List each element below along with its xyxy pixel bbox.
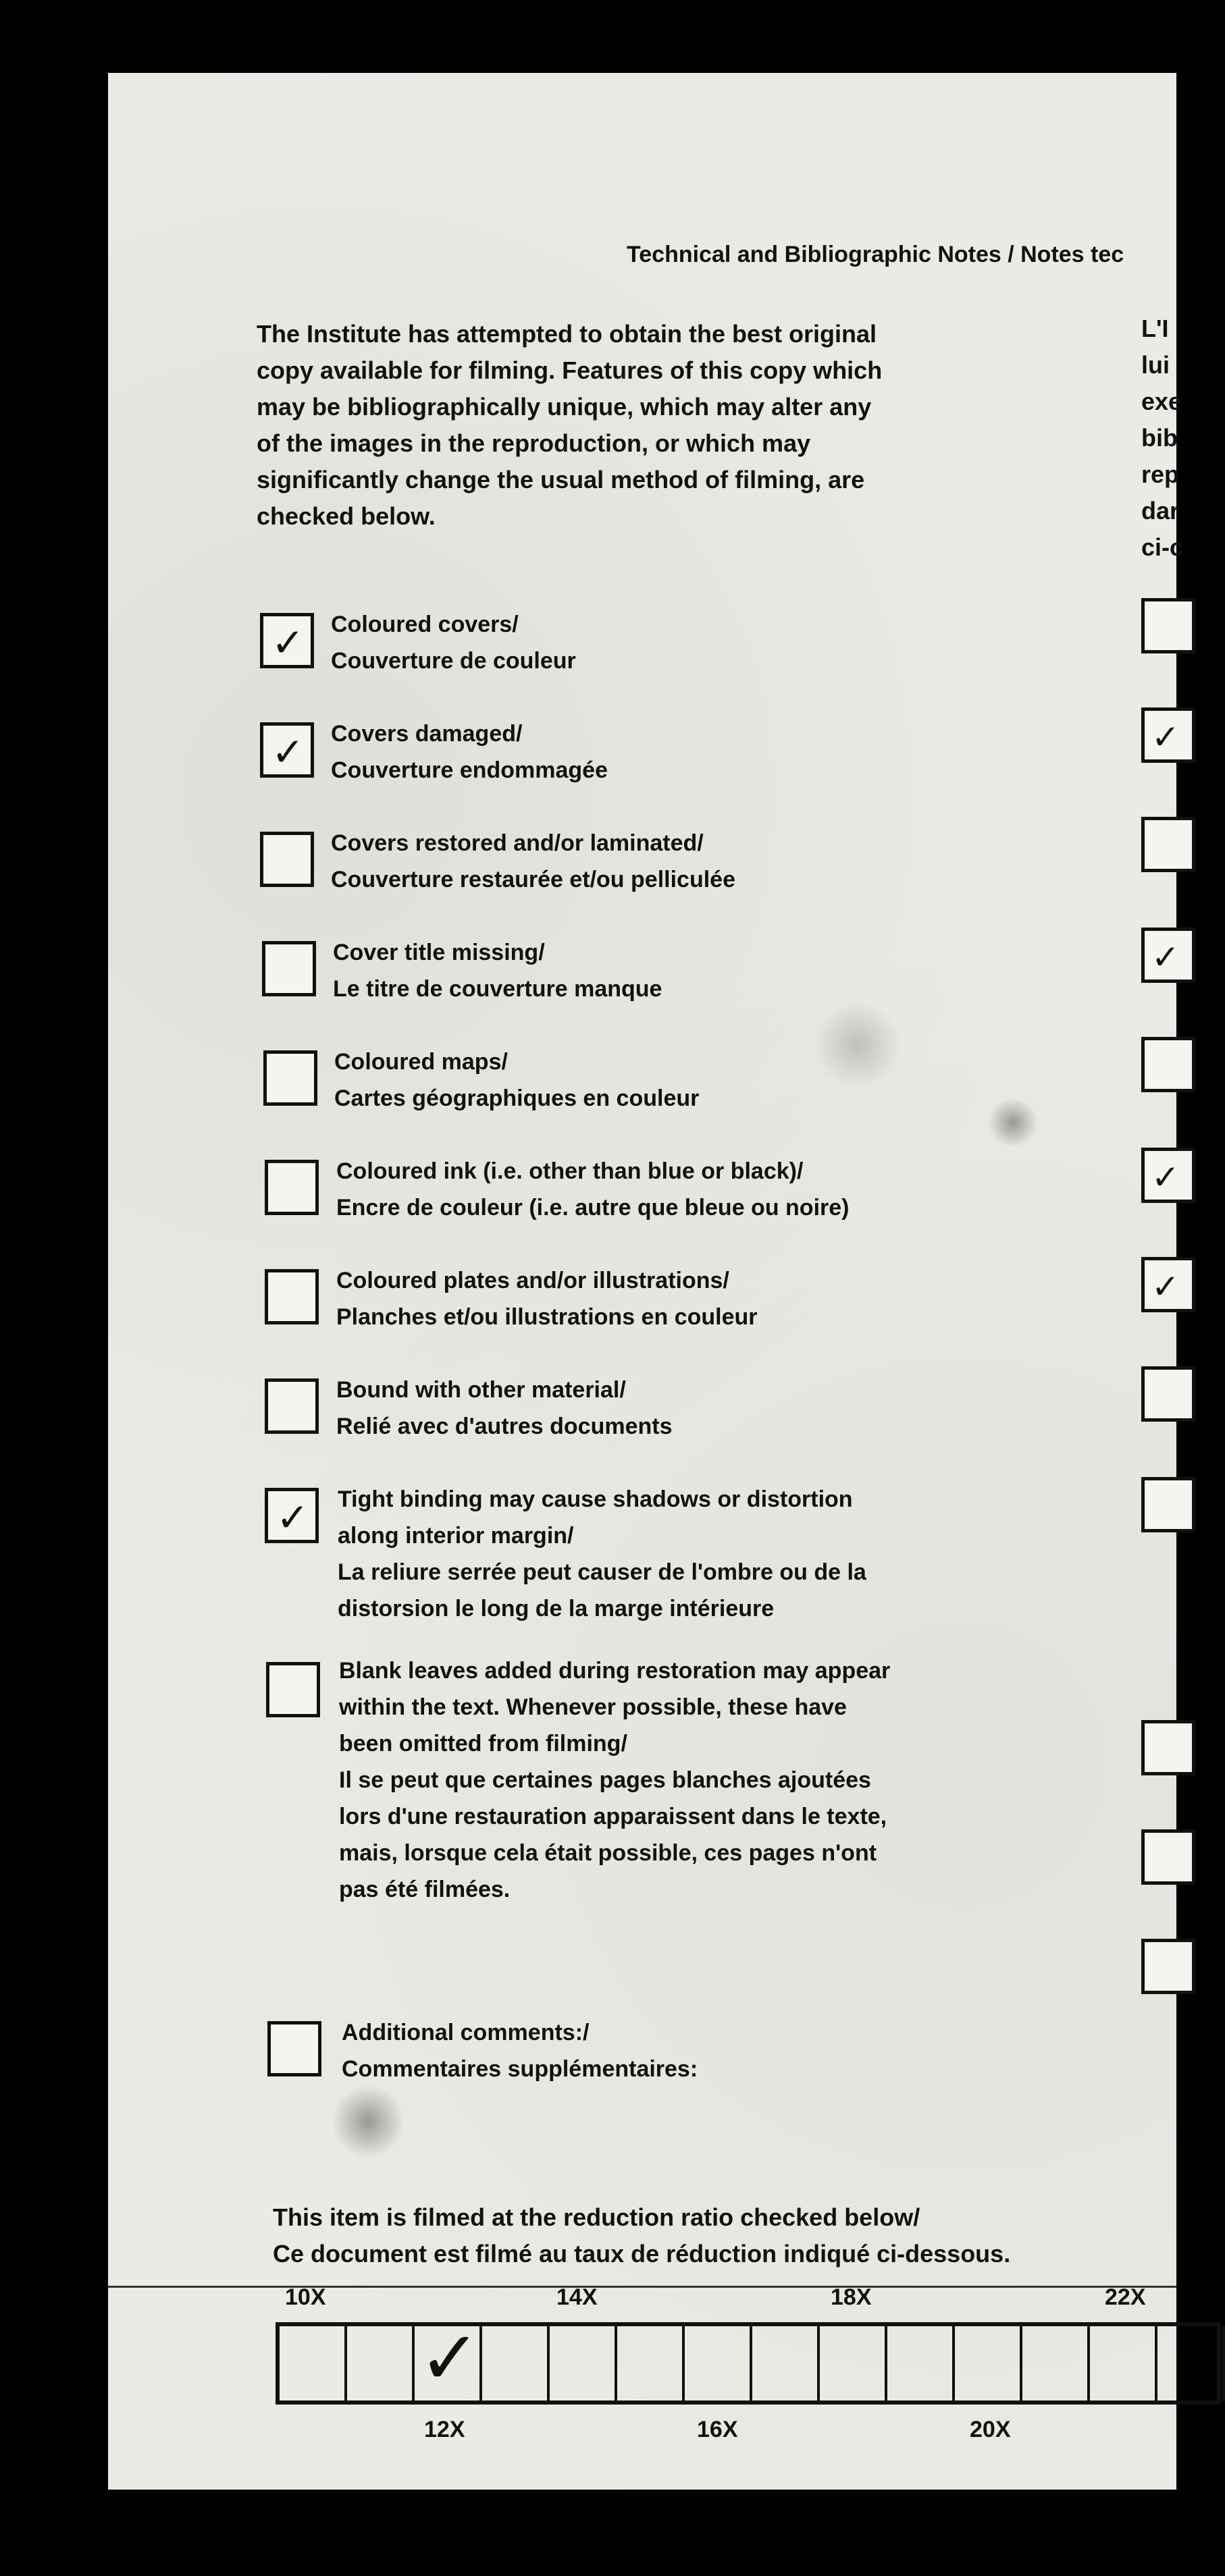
checkbox-bound-with-other[interactable] (265, 1378, 319, 1434)
item-line: distorsion le long de la marge intérieure (338, 1596, 775, 1621)
item-line: La reliure serrée peut causer de l'ombre ou de la (338, 1559, 866, 1585)
checkmark-icon: ✓ (1151, 718, 1180, 757)
checkmark-icon: ✓ (271, 620, 305, 666)
ratio-cell[interactable] (550, 2326, 617, 2400)
checkbox-coloured-plates[interactable] (265, 1269, 319, 1324)
checkbox-covers-damaged[interactable] (260, 722, 314, 778)
item-line: Il se peut que certaines pages blanches ajoutées (339, 1767, 871, 1793)
right-text-line: L'I (1141, 315, 1169, 342)
intro-line: The Institute has attempted to obtain the best original (257, 320, 877, 348)
checkbox-additional-comments[interactable] (267, 2021, 321, 2076)
right-checkbox[interactable] (1141, 1720, 1195, 1775)
item-line: Covers restored and/or laminated/ (331, 830, 704, 856)
item-line: Blank leaves added during restoration may appear (339, 1658, 891, 1684)
item-line: Coloured ink (i.e. other than blue or black)/ (336, 1158, 804, 1184)
film-smudge (331, 2085, 405, 2159)
item-line: Coloured plates and/or illustrations/ (336, 1268, 729, 1293)
item-line: Couverture endommagée (331, 757, 608, 783)
ratio-cell[interactable] (1157, 2326, 1225, 2400)
item-line: Encre de couleur (i.e. autre que bleue ou noire) (336, 1195, 850, 1220)
intro-paragraph (257, 316, 882, 535)
item-line: Commentaires supplémentaires: (342, 2056, 698, 2082)
ratio-cell[interactable] (1090, 2326, 1157, 2400)
reduction-rule (108, 2286, 1176, 2288)
right-text-line: lui (1141, 351, 1170, 379)
right-checkbox[interactable] (1141, 1037, 1195, 1092)
item-line: Relié avec d'autres documents (336, 1414, 673, 1439)
right-checkbox[interactable] (1141, 817, 1195, 872)
item-line: mais, lorsque cela était possible, ces pages n'ont (339, 1840, 877, 1866)
checkmark-icon: ✓ (419, 2315, 481, 2401)
right-text-line: exe (1141, 387, 1182, 415)
item-line: within the text. Whenever possible, these have (339, 1694, 847, 1720)
checkmark-icon: ✓ (271, 729, 305, 775)
item-label-coloured-covers (331, 606, 576, 679)
ratio-cell[interactable] (280, 2326, 347, 2400)
item-label-additional-comments (342, 2014, 698, 2087)
item-label-covers-damaged (331, 716, 608, 788)
checkmark-icon: ✓ (1151, 938, 1180, 977)
item-label-cover-title-missing (333, 934, 662, 1007)
ratio-label-18x: 18X (831, 2284, 872, 2310)
intro-line: of the images in the reproduction, or which may (257, 429, 811, 457)
checkmark-icon: ✓ (1151, 1267, 1180, 1306)
ratio-cell[interactable] (887, 2326, 955, 2400)
item-line: Le titre de couverture manque (333, 976, 662, 1002)
ratio-cell[interactable] (820, 2326, 887, 2400)
checkbox-covers-restored[interactable] (260, 832, 314, 887)
film-smudge (986, 1099, 1040, 1146)
ratio-cell[interactable] (482, 2326, 550, 2400)
item-line: Additional comments:/ (342, 2020, 590, 2045)
ratio-cell[interactable] (617, 2326, 685, 2400)
right-text-line: rep (1141, 460, 1180, 488)
item-line: Couverture restaurée et/ou pelliculée (331, 867, 735, 892)
item-line: Coloured maps/ (334, 1049, 508, 1075)
right-column-text (1141, 311, 1183, 566)
ratio-label-14x: 14X (556, 2284, 598, 2310)
intro-line: copy available for filming. Features of this copy which (257, 356, 883, 384)
checkbox-coloured-covers[interactable] (260, 613, 314, 668)
item-line: pas été filmées. (339, 1877, 511, 1902)
checkbox-tight-binding[interactable] (265, 1488, 319, 1543)
ratio-cell[interactable] (1022, 2326, 1090, 2400)
right-checkbox[interactable] (1141, 1829, 1195, 1885)
right-text-line: ci-c (1141, 533, 1184, 561)
right-checkbox[interactable] (1141, 928, 1195, 983)
item-line: Couverture de couleur (331, 648, 576, 674)
right-checkbox[interactable] (1141, 707, 1195, 763)
ratio-cell[interactable] (955, 2326, 1022, 2400)
right-text-line: bib (1141, 424, 1178, 452)
ratio-cell[interactable] (752, 2326, 820, 2400)
intro-line: may be bibliographically unique, which may alter any (257, 393, 872, 421)
item-label-coloured-maps (334, 1044, 699, 1117)
item-label-blank-leaves (339, 1653, 890, 1908)
right-checkbox[interactable] (1141, 1148, 1195, 1203)
checkmark-icon: ✓ (276, 1495, 309, 1540)
right-text-line: dar (1141, 497, 1180, 525)
ratio-cell[interactable] (685, 2326, 752, 2400)
item-line: Tight binding may cause shadows or distortion (338, 1486, 853, 1512)
checkbox-coloured-ink[interactable] (265, 1160, 319, 1215)
ratio-label-12x: 12X (424, 2417, 465, 2442)
ratio-cell-checked[interactable] (415, 2315, 482, 2401)
item-line: along interior margin/ (338, 1523, 574, 1549)
intro-line: significantly change the usual method of filming, are (257, 466, 865, 493)
right-checkbox[interactable] (1141, 1477, 1195, 1532)
item-line: lors d'une restauration apparaissent dans le texte, (339, 1804, 887, 1829)
item-line: been omitted from filming/ (339, 1731, 627, 1756)
page-title: Technical and Bibliographic Notes / Notes tec (627, 242, 1124, 267)
item-line: Cartes géographiques en couleur (334, 1085, 700, 1111)
checkbox-blank-leaves[interactable] (266, 1662, 320, 1717)
ratio-label-10x: 10X (285, 2284, 326, 2310)
item-line: Cover title missing/ (333, 940, 545, 965)
item-label-bound-with-other (336, 1372, 673, 1445)
right-checkbox[interactable] (1141, 1939, 1195, 1994)
item-label-coloured-ink (336, 1153, 850, 1226)
ratio-label-16x: 16X (697, 2417, 738, 2442)
ratio-label-22x: 22X (1105, 2284, 1146, 2310)
reduction-line: This item is filmed at the reduction ratio checked below/ (273, 2203, 920, 2231)
ratio-label-20x: 20X (970, 2417, 1011, 2442)
item-label-coloured-plates (336, 1262, 757, 1335)
item-line: Planches et/ou illustrations en couleur (336, 1304, 758, 1330)
intro-line: checked below. (257, 502, 436, 530)
right-checkbox[interactable] (1141, 1366, 1195, 1422)
right-checkbox[interactable] (1141, 598, 1195, 653)
reduction-ratio-grid (276, 2315, 1221, 2405)
item-line: Coloured covers/ (331, 612, 519, 637)
reduction-ratio-text (273, 2199, 1010, 2272)
item-line: Bound with other material/ (336, 1377, 626, 1403)
item-line: Covers damaged/ (331, 721, 523, 747)
ratio-cell[interactable] (347, 2326, 415, 2400)
item-label-tight-binding (338, 1481, 866, 1627)
reduction-line: Ce document est filmé au taux de réduction indiqué ci-dessous. (273, 2240, 1011, 2268)
right-checkbox[interactable] (1141, 1257, 1195, 1312)
checkbox-coloured-maps[interactable] (263, 1050, 317, 1106)
checkbox-cover-title-missing[interactable] (262, 941, 316, 996)
document-page (108, 73, 1184, 2490)
item-label-covers-restored (331, 825, 735, 898)
film-smudge (810, 1004, 905, 1085)
checkmark-icon: ✓ (1151, 1158, 1180, 1197)
